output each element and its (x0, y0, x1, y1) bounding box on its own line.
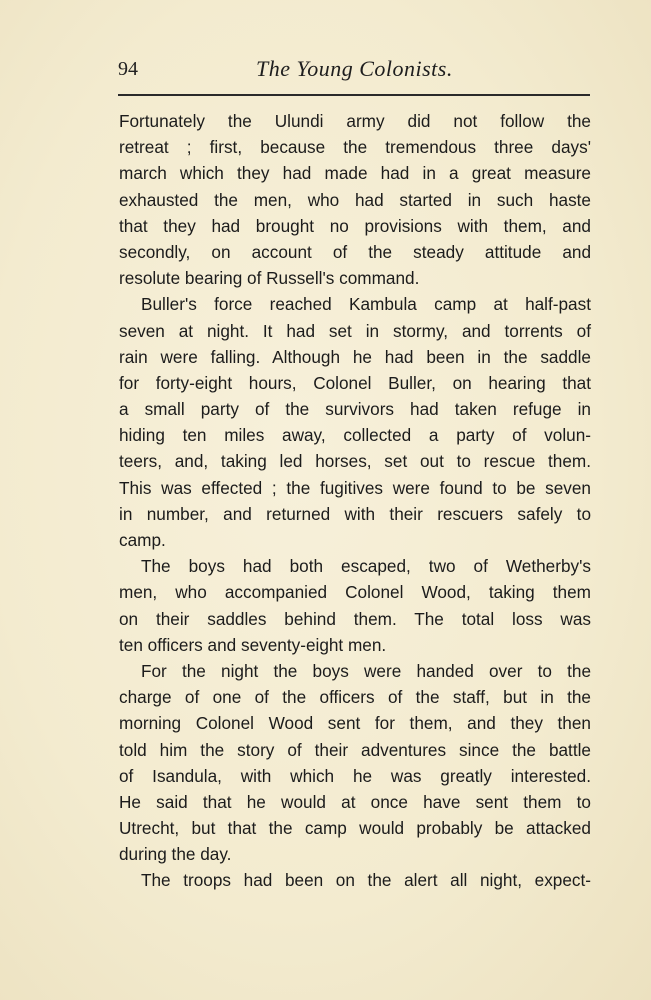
text-line: Fortunately the Ulundi army did not follow the (119, 111, 591, 131)
paragraph (119, 553, 591, 658)
text-line: charge of one of the officers of the staff, but in the (119, 687, 591, 708)
text-line: during the day. (119, 844, 232, 865)
text-line: seven at night. It had set in stormy, and torrents of (119, 320, 591, 341)
text-line: camp. (119, 530, 166, 550)
paragraph (119, 867, 591, 893)
running-title: The Young Colonists. (256, 56, 453, 81)
page-number: 94 (118, 58, 138, 80)
text-line: hiding ten miles away, collected a party of volun- (119, 425, 591, 446)
text-line: The troops had been on the alert all night, expect- (141, 870, 591, 891)
text-line: This was effected ; the fugitives were found to be seven (119, 477, 591, 498)
text-line: For the night the boys were handed over to the (141, 660, 591, 681)
text-line: morning Colonel Wood sent for them, and they then (119, 713, 591, 734)
text-line: secondly, on account of the steady attitude and (119, 241, 591, 262)
text-line: rain were falling. Although he had been in the saddle (119, 346, 591, 367)
page-header (118, 54, 590, 86)
text-line: told him the story of their adventures since the battle (119, 739, 591, 760)
text-line: for forty-eight hours, Colonel Buller, on hearing that (119, 372, 591, 393)
text-line: exhausted the men, who had started in such haste (119, 189, 591, 210)
text-line: that they had brought no provisions with them, and (119, 215, 591, 236)
text-line: He said that he would at once have sent them to (119, 791, 591, 812)
text-line: teers, and, taking led horses, set out to rescue them. (119, 451, 591, 472)
header-rule (118, 94, 590, 96)
paragraph (119, 291, 591, 553)
text-line: Utrecht, but that the camp would probably be attacked (119, 818, 591, 839)
body-text (119, 108, 591, 894)
text-line: retreat ; first, because the tremendous three days' (119, 137, 591, 158)
paragraph (119, 658, 591, 868)
text-line: men, who accompanied Colonel Wood, taking them (119, 582, 591, 603)
text-line: on their saddles behind them. The total loss was (119, 608, 591, 629)
text-line: Buller's force reached Kambula camp at half-past (141, 294, 591, 315)
text-line: a small party of the survivors had taken refuge in (119, 399, 591, 420)
text-line: The boys had both escaped, two of Wetherby's (141, 556, 591, 577)
text-line: ten officers and seventy-eight men. (119, 634, 387, 655)
text-line: of Isandula, with which he was greatly interested. (119, 765, 591, 786)
text-line: in number, and returned with their rescuers safely to (119, 503, 591, 524)
text-line: march which they had made had in a great measure (119, 163, 591, 184)
paragraph (119, 108, 591, 291)
text-line: resolute bearing of Russell's command. (119, 268, 420, 289)
